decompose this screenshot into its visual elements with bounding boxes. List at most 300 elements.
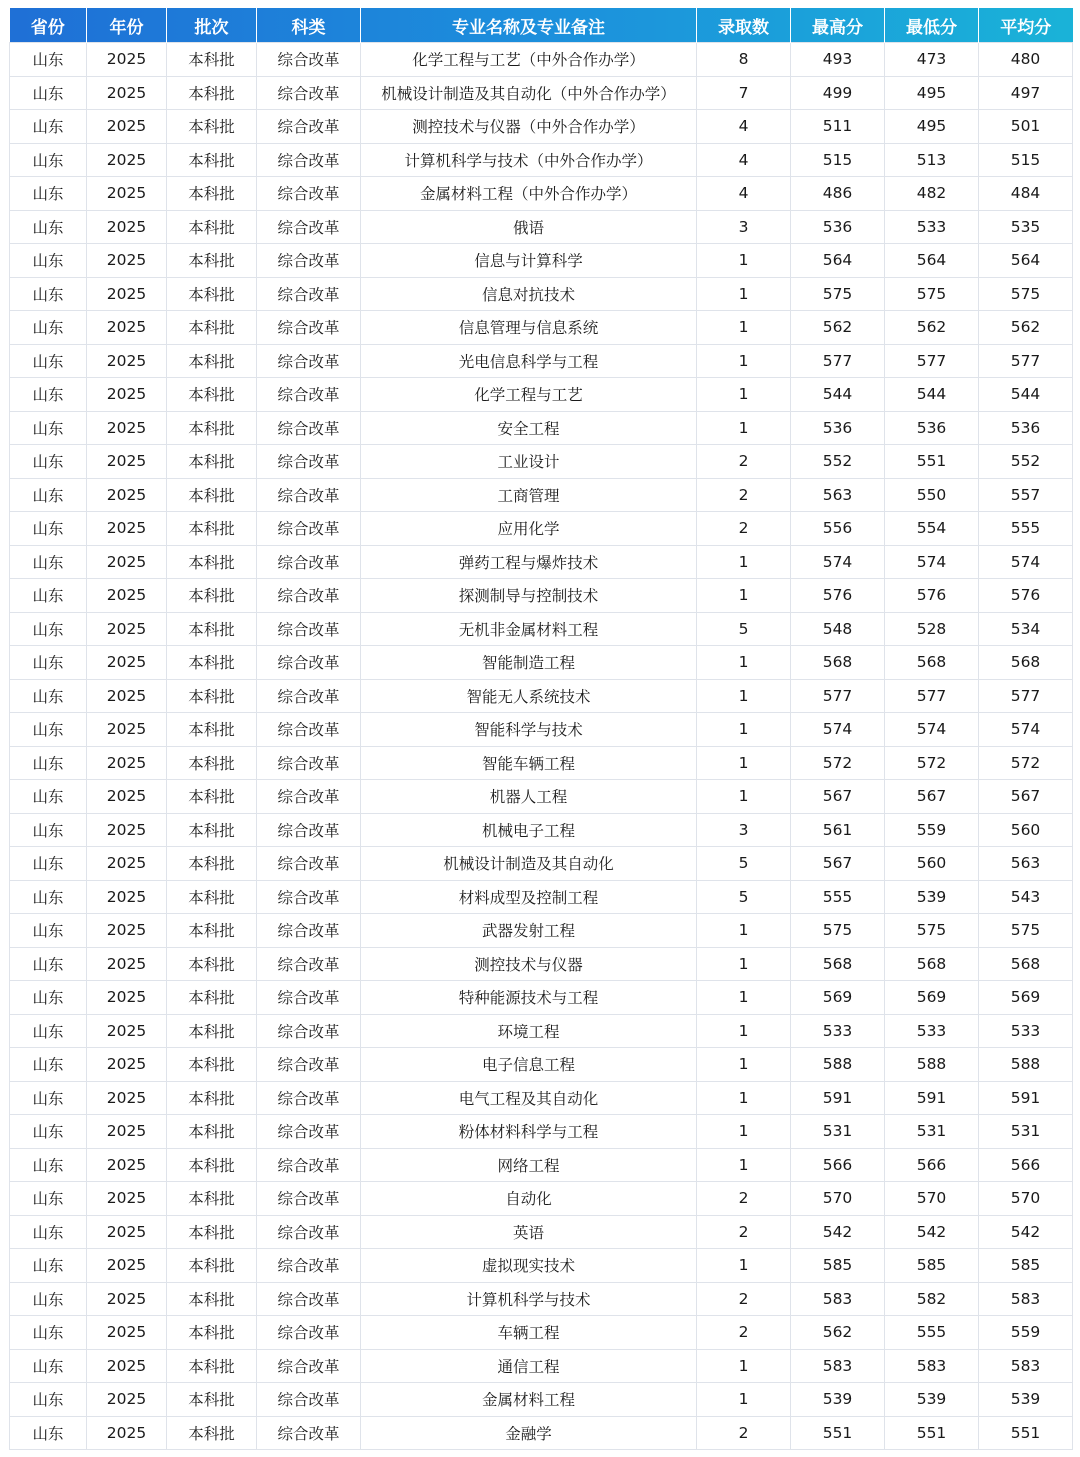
cell-max-score: 515: [791, 143, 885, 177]
cell-province: 山东: [10, 512, 87, 546]
cell-year: 2025: [87, 344, 167, 378]
cell-province: 山东: [10, 244, 87, 278]
cell-batch: 本科批: [167, 344, 257, 378]
cell-batch: 本科批: [167, 679, 257, 713]
cell-major: 智能制造工程: [361, 646, 697, 680]
cell-province: 山东: [10, 143, 87, 177]
header-avg-score: 平均分: [979, 8, 1073, 43]
cell-max-score: 566: [791, 1148, 885, 1182]
cell-min-score: 577: [885, 344, 979, 378]
cell-province: 山东: [10, 445, 87, 479]
cell-category: 综合改革: [257, 1182, 361, 1216]
cell-admitted-count: 2: [697, 478, 791, 512]
cell-province: 山东: [10, 813, 87, 847]
cell-province: 山东: [10, 545, 87, 579]
table-row: [10, 679, 1073, 713]
cell-avg-score: 560: [979, 813, 1073, 847]
cell-avg-score: 577: [979, 679, 1073, 713]
cell-batch: 本科批: [167, 1115, 257, 1149]
cell-min-score: 513: [885, 143, 979, 177]
cell-category: 综合改革: [257, 378, 361, 412]
cell-province: 山东: [10, 1383, 87, 1417]
cell-max-score: 552: [791, 445, 885, 479]
cell-max-score: 542: [791, 1215, 885, 1249]
cell-year: 2025: [87, 378, 167, 412]
cell-batch: 本科批: [167, 612, 257, 646]
cell-min-score: 568: [885, 947, 979, 981]
cell-admitted-count: 2: [697, 512, 791, 546]
cell-year: 2025: [87, 43, 167, 77]
table-row: [10, 981, 1073, 1015]
cell-avg-score: 564: [979, 244, 1073, 278]
cell-batch: 本科批: [167, 947, 257, 981]
table-row: [10, 1282, 1073, 1316]
cell-category: 综合改革: [257, 177, 361, 211]
cell-major: 材料成型及控制工程: [361, 880, 697, 914]
cell-batch: 本科批: [167, 1048, 257, 1082]
cell-avg-score: 531: [979, 1115, 1073, 1149]
cell-category: 综合改革: [257, 1416, 361, 1450]
cell-max-score: 551: [791, 1416, 885, 1450]
cell-min-score: 575: [885, 914, 979, 948]
cell-min-score: 536: [885, 411, 979, 445]
cell-province: 山东: [10, 478, 87, 512]
cell-max-score: 588: [791, 1048, 885, 1082]
cell-category: 综合改革: [257, 445, 361, 479]
cell-batch: 本科批: [167, 780, 257, 814]
cell-max-score: 499: [791, 76, 885, 110]
cell-year: 2025: [87, 244, 167, 278]
cell-category: 综合改革: [257, 1249, 361, 1283]
table-row: [10, 780, 1073, 814]
cell-province: 山东: [10, 713, 87, 747]
cell-min-score: 528: [885, 612, 979, 646]
cell-min-score: 482: [885, 177, 979, 211]
cell-avg-score: 574: [979, 545, 1073, 579]
cell-year: 2025: [87, 478, 167, 512]
cell-major: 英语: [361, 1215, 697, 1249]
table-header: [10, 8, 1073, 43]
cell-admitted-count: 1: [697, 311, 791, 345]
cell-avg-score: 569: [979, 981, 1073, 1015]
cell-province: 山东: [10, 277, 87, 311]
cell-category: 综合改革: [257, 746, 361, 780]
cell-category: 综合改革: [257, 612, 361, 646]
cell-major: 车辆工程: [361, 1316, 697, 1350]
cell-province: 山东: [10, 1316, 87, 1350]
cell-major: 智能科学与技术: [361, 713, 697, 747]
cell-category: 综合改革: [257, 947, 361, 981]
cell-batch: 本科批: [167, 1416, 257, 1450]
table-row: [10, 1182, 1073, 1216]
cell-admitted-count: 1: [697, 545, 791, 579]
cell-major: 通信工程: [361, 1349, 697, 1383]
cell-min-score: 551: [885, 1416, 979, 1450]
cell-avg-score: 563: [979, 847, 1073, 881]
cell-major: 信息与计算科学: [361, 244, 697, 278]
cell-avg-score: 497: [979, 76, 1073, 110]
cell-year: 2025: [87, 512, 167, 546]
cell-year: 2025: [87, 545, 167, 579]
table-row: [10, 411, 1073, 445]
cell-major: 俄语: [361, 210, 697, 244]
cell-batch: 本科批: [167, 1349, 257, 1383]
cell-year: 2025: [87, 1282, 167, 1316]
cell-province: 山东: [10, 847, 87, 881]
cell-max-score: 591: [791, 1081, 885, 1115]
cell-min-score: 576: [885, 579, 979, 613]
cell-category: 综合改革: [257, 880, 361, 914]
cell-admitted-count: 2: [697, 1416, 791, 1450]
cell-min-score: 542: [885, 1215, 979, 1249]
table-row: [10, 1014, 1073, 1048]
cell-major: 测控技术与仪器: [361, 947, 697, 981]
cell-avg-score: 557: [979, 478, 1073, 512]
cell-avg-score: 535: [979, 210, 1073, 244]
cell-min-score: 577: [885, 679, 979, 713]
cell-major: 机械设计制造及其自动化（中外合作办学）: [361, 76, 697, 110]
cell-max-score: 548: [791, 612, 885, 646]
cell-admitted-count: 2: [697, 1316, 791, 1350]
cell-major: 特种能源技术与工程: [361, 981, 697, 1015]
header-admitted-count: 录取数: [697, 8, 791, 43]
table-row: [10, 445, 1073, 479]
cell-batch: 本科批: [167, 177, 257, 211]
cell-year: 2025: [87, 1182, 167, 1216]
cell-category: 综合改革: [257, 1383, 361, 1417]
cell-category: 综合改革: [257, 1282, 361, 1316]
cell-avg-score: 567: [979, 780, 1073, 814]
cell-province: 山东: [10, 981, 87, 1015]
cell-max-score: 569: [791, 981, 885, 1015]
cell-avg-score: 543: [979, 880, 1073, 914]
cell-year: 2025: [87, 679, 167, 713]
cell-major: 武器发射工程: [361, 914, 697, 948]
table-row: [10, 210, 1073, 244]
cell-avg-score: 533: [979, 1014, 1073, 1048]
cell-category: 综合改革: [257, 579, 361, 613]
cell-max-score: 575: [791, 277, 885, 311]
cell-min-score: 473: [885, 43, 979, 77]
cell-min-score: 567: [885, 780, 979, 814]
cell-major: 金属材料工程（中外合作办学）: [361, 177, 697, 211]
cell-min-score: 566: [885, 1148, 979, 1182]
cell-major: 信息对抗技术: [361, 277, 697, 311]
cell-major: 工业设计: [361, 445, 697, 479]
cell-major: 化学工程与工艺: [361, 378, 697, 412]
cell-province: 山东: [10, 177, 87, 211]
header-major: 专业名称及专业备注: [361, 8, 697, 43]
cell-year: 2025: [87, 1048, 167, 1082]
cell-min-score: 539: [885, 880, 979, 914]
cell-province: 山东: [10, 1115, 87, 1149]
table-row: [10, 512, 1073, 546]
cell-province: 山东: [10, 1148, 87, 1182]
table-row: [10, 311, 1073, 345]
cell-year: 2025: [87, 210, 167, 244]
cell-year: 2025: [87, 1349, 167, 1383]
admission-table: [9, 8, 1073, 1450]
cell-min-score: 559: [885, 813, 979, 847]
cell-avg-score: 570: [979, 1182, 1073, 1216]
table-row: [10, 1081, 1073, 1115]
cell-admitted-count: 1: [697, 646, 791, 680]
cell-avg-score: 583: [979, 1282, 1073, 1316]
cell-min-score: 575: [885, 277, 979, 311]
cell-batch: 本科批: [167, 143, 257, 177]
cell-min-score: 588: [885, 1048, 979, 1082]
cell-min-score: 574: [885, 545, 979, 579]
table-row: [10, 1249, 1073, 1283]
cell-category: 综合改革: [257, 1349, 361, 1383]
cell-avg-score: 559: [979, 1316, 1073, 1350]
cell-min-score: 585: [885, 1249, 979, 1283]
cell-min-score: 539: [885, 1383, 979, 1417]
cell-year: 2025: [87, 813, 167, 847]
cell-year: 2025: [87, 1249, 167, 1283]
cell-min-score: 531: [885, 1115, 979, 1149]
cell-min-score: 495: [885, 110, 979, 144]
cell-avg-score: 568: [979, 646, 1073, 680]
cell-major: 无机非金属材料工程: [361, 612, 697, 646]
cell-avg-score: 575: [979, 914, 1073, 948]
cell-category: 综合改革: [257, 1215, 361, 1249]
cell-year: 2025: [87, 612, 167, 646]
table-row: [10, 177, 1073, 211]
cell-avg-score: 539: [979, 1383, 1073, 1417]
cell-min-score: 583: [885, 1349, 979, 1383]
cell-year: 2025: [87, 143, 167, 177]
cell-avg-score: 577: [979, 344, 1073, 378]
cell-province: 山东: [10, 880, 87, 914]
cell-max-score: 536: [791, 210, 885, 244]
cell-province: 山东: [10, 1349, 87, 1383]
table-row: [10, 1215, 1073, 1249]
cell-max-score: 486: [791, 177, 885, 211]
cell-year: 2025: [87, 947, 167, 981]
cell-max-score: 539: [791, 1383, 885, 1417]
table-row: [10, 947, 1073, 981]
cell-avg-score: 585: [979, 1249, 1073, 1283]
cell-max-score: 511: [791, 110, 885, 144]
cell-major: 计算机科学与技术: [361, 1282, 697, 1316]
cell-avg-score: 572: [979, 746, 1073, 780]
cell-admitted-count: 2: [697, 1282, 791, 1316]
cell-major: 工商管理: [361, 478, 697, 512]
cell-max-score: 585: [791, 1249, 885, 1283]
header-batch: 批次: [167, 8, 257, 43]
header-row: [10, 8, 1073, 43]
cell-min-score: 554: [885, 512, 979, 546]
header-province: 省份: [10, 8, 87, 43]
cell-province: 山东: [10, 43, 87, 77]
cell-admitted-count: 1: [697, 1148, 791, 1182]
cell-admitted-count: 3: [697, 813, 791, 847]
cell-min-score: 533: [885, 210, 979, 244]
cell-max-score: 533: [791, 1014, 885, 1048]
cell-max-score: 544: [791, 378, 885, 412]
cell-avg-score: 534: [979, 612, 1073, 646]
cell-year: 2025: [87, 780, 167, 814]
cell-max-score: 583: [791, 1282, 885, 1316]
cell-admitted-count: 1: [697, 277, 791, 311]
cell-major: 应用化学: [361, 512, 697, 546]
cell-max-score: 561: [791, 813, 885, 847]
cell-major: 测控技术与仪器（中外合作办学）: [361, 110, 697, 144]
cell-admitted-count: 5: [697, 847, 791, 881]
cell-max-score: 577: [791, 344, 885, 378]
cell-province: 山东: [10, 311, 87, 345]
cell-avg-score: 583: [979, 1349, 1073, 1383]
cell-year: 2025: [87, 847, 167, 881]
table-row: [10, 579, 1073, 613]
table-row: [10, 612, 1073, 646]
cell-year: 2025: [87, 1215, 167, 1249]
cell-min-score: 495: [885, 76, 979, 110]
cell-batch: 本科批: [167, 847, 257, 881]
cell-batch: 本科批: [167, 1215, 257, 1249]
table-row: [10, 914, 1073, 948]
cell-category: 综合改革: [257, 512, 361, 546]
cell-avg-score: 568: [979, 947, 1073, 981]
cell-batch: 本科批: [167, 445, 257, 479]
cell-min-score: 560: [885, 847, 979, 881]
cell-year: 2025: [87, 1316, 167, 1350]
cell-avg-score: 576: [979, 579, 1073, 613]
cell-admitted-count: 1: [697, 746, 791, 780]
cell-year: 2025: [87, 646, 167, 680]
cell-year: 2025: [87, 1416, 167, 1450]
cell-province: 山东: [10, 411, 87, 445]
cell-max-score: 493: [791, 43, 885, 77]
cell-max-score: 562: [791, 1316, 885, 1350]
cell-admitted-count: 1: [697, 1383, 791, 1417]
cell-category: 综合改革: [257, 780, 361, 814]
cell-year: 2025: [87, 880, 167, 914]
cell-avg-score: 566: [979, 1148, 1073, 1182]
cell-avg-score: 575: [979, 277, 1073, 311]
cell-admitted-count: 2: [697, 445, 791, 479]
cell-province: 山东: [10, 1215, 87, 1249]
cell-year: 2025: [87, 914, 167, 948]
cell-year: 2025: [87, 1115, 167, 1149]
cell-year: 2025: [87, 110, 167, 144]
table-row: [10, 1115, 1073, 1149]
cell-admitted-count: 1: [697, 780, 791, 814]
cell-province: 山东: [10, 612, 87, 646]
cell-min-score: 568: [885, 646, 979, 680]
cell-batch: 本科批: [167, 378, 257, 412]
cell-max-score: 577: [791, 679, 885, 713]
cell-batch: 本科批: [167, 1182, 257, 1216]
cell-min-score: 551: [885, 445, 979, 479]
cell-avg-score: 591: [979, 1081, 1073, 1115]
cell-province: 山东: [10, 344, 87, 378]
cell-year: 2025: [87, 311, 167, 345]
cell-max-score: 568: [791, 947, 885, 981]
cell-batch: 本科批: [167, 244, 257, 278]
cell-province: 山东: [10, 76, 87, 110]
cell-major: 金融学: [361, 1416, 697, 1450]
cell-category: 综合改革: [257, 847, 361, 881]
cell-avg-score: 551: [979, 1416, 1073, 1450]
cell-major: 信息管理与信息系统: [361, 311, 697, 345]
cell-category: 综合改革: [257, 411, 361, 445]
cell-admitted-count: 4: [697, 143, 791, 177]
cell-year: 2025: [87, 713, 167, 747]
cell-admitted-count: 1: [697, 579, 791, 613]
cell-admitted-count: 7: [697, 76, 791, 110]
table-row: [10, 344, 1073, 378]
cell-admitted-count: 1: [697, 1115, 791, 1149]
cell-category: 综合改革: [257, 478, 361, 512]
cell-batch: 本科批: [167, 1014, 257, 1048]
cell-major: 电子信息工程: [361, 1048, 697, 1082]
cell-batch: 本科批: [167, 713, 257, 747]
cell-admitted-count: 3: [697, 210, 791, 244]
cell-max-score: 567: [791, 780, 885, 814]
cell-admitted-count: 1: [697, 1249, 791, 1283]
cell-max-score: 531: [791, 1115, 885, 1149]
cell-avg-score: 501: [979, 110, 1073, 144]
cell-admitted-count: 2: [697, 1182, 791, 1216]
cell-max-score: 562: [791, 311, 885, 345]
cell-province: 山东: [10, 679, 87, 713]
table-row: [10, 880, 1073, 914]
cell-category: 综合改革: [257, 1115, 361, 1149]
cell-category: 综合改革: [257, 679, 361, 713]
cell-year: 2025: [87, 1148, 167, 1182]
cell-min-score: 582: [885, 1282, 979, 1316]
cell-min-score: 591: [885, 1081, 979, 1115]
cell-major: 计算机科学与技术（中外合作办学）: [361, 143, 697, 177]
cell-category: 综合改革: [257, 311, 361, 345]
cell-max-score: 575: [791, 914, 885, 948]
cell-batch: 本科批: [167, 110, 257, 144]
cell-major: 机械设计制造及其自动化: [361, 847, 697, 881]
cell-major: 光电信息科学与工程: [361, 344, 697, 378]
cell-admitted-count: 1: [697, 914, 791, 948]
table-row: [10, 43, 1073, 77]
table-row: [10, 746, 1073, 780]
table-row: [10, 378, 1073, 412]
cell-year: 2025: [87, 177, 167, 211]
cell-min-score: 570: [885, 1182, 979, 1216]
table-row: [10, 813, 1073, 847]
cell-batch: 本科批: [167, 512, 257, 546]
cell-batch: 本科批: [167, 880, 257, 914]
cell-category: 综合改革: [257, 277, 361, 311]
cell-major: 金属材料工程: [361, 1383, 697, 1417]
table-row: [10, 713, 1073, 747]
cell-batch: 本科批: [167, 813, 257, 847]
cell-province: 山东: [10, 579, 87, 613]
cell-min-score: 544: [885, 378, 979, 412]
cell-province: 山东: [10, 210, 87, 244]
cell-batch: 本科批: [167, 1249, 257, 1283]
cell-batch: 本科批: [167, 478, 257, 512]
cell-admitted-count: 1: [697, 244, 791, 278]
table-row: [10, 143, 1073, 177]
header-max-score: 最高分: [791, 8, 885, 43]
cell-batch: 本科批: [167, 746, 257, 780]
cell-province: 山东: [10, 1249, 87, 1283]
cell-year: 2025: [87, 1081, 167, 1115]
cell-avg-score: 574: [979, 713, 1073, 747]
cell-admitted-count: 4: [697, 110, 791, 144]
cell-min-score: 555: [885, 1316, 979, 1350]
cell-category: 综合改革: [257, 646, 361, 680]
